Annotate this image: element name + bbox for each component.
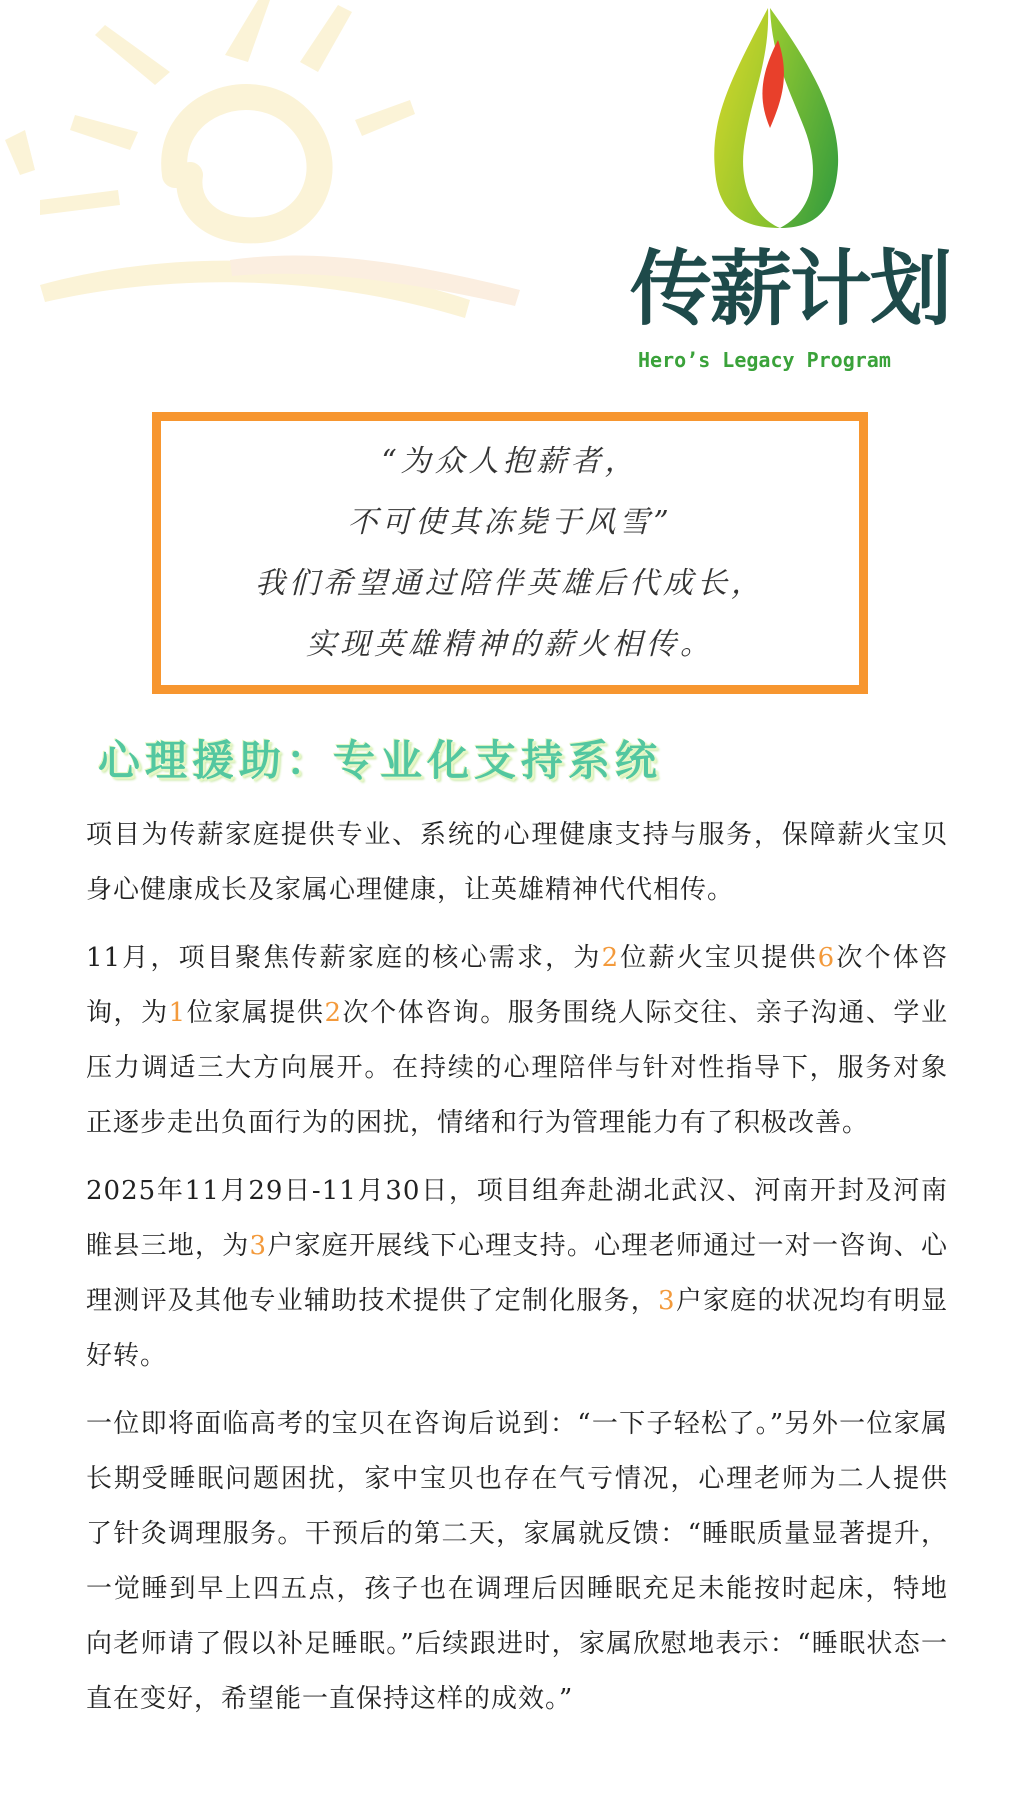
paragraph-text: 次个体咨询。服务围绕人际交往、亲子沟通、学业压力调适三大方向展开。在持续的心理陪伴与针对性指导下，服务对象正逐步走出负面行为的困扰，情绪和行为管理能力有了积极改善。 [86, 998, 948, 1138]
article-body [86, 808, 948, 1740]
quote-line: 实现英雄精神的薪火相传。 [306, 627, 714, 662]
paragraph-text: 2025年11月29日-11月30日，项目组奔赴湖北武汉、河南开封及河南睢县三地，为 [86, 1176, 948, 1261]
highlight-number: 2 [601, 943, 620, 973]
highlight-number: 3 [658, 1286, 676, 1316]
quote-line: 不可使其冻毙于风雪” [347, 505, 673, 540]
logo-title: 传薪计划 [630, 242, 951, 337]
paragraph-text: 位家属提供 [186, 998, 325, 1028]
paragraph-text: 户家庭的状况均有明显好转。 [86, 1286, 948, 1371]
paragraph: 项目为传薪家庭提供专业、系统的心理健康支持与服务，保障薪火宝贝身心健康成长及家属心理健康，让英雄精神代代相传。 [86, 820, 948, 905]
highlight-number: 1 [168, 998, 187, 1028]
quote-box [152, 412, 868, 694]
paragraph-text: 次个体咨询，为 [86, 943, 948, 1028]
highlight-number: 2 [324, 998, 342, 1028]
paragraph-text: 11月，项目聚焦传薪家庭的核心需求，为 [86, 943, 602, 973]
quote-line: “为众人抱薪者， [381, 444, 639, 479]
paragraph-text: 位薪火宝贝提供 [619, 943, 818, 973]
logo-subtitle: Hero’s Legacy Program [638, 348, 891, 372]
highlight-number: 3 [249, 1231, 267, 1261]
section-title: 心理援助：专业化支持系统 [98, 736, 663, 785]
highlight-number: 6 [817, 943, 836, 973]
paragraph: 一位即将面临高考的宝贝在咨询后说到：“一下子轻松了。”另外一位家属长期受睡眠问题困扰，家中宝贝也存在气亏情况，心理老师为二人提供了针灸调理服务。干预后的第二天，家属就反馈：“睡眠质量显著提升，一觉睡到早上四五点，孩子也在调理后因睡眠充足未能按时起床，特地向老师请了假以补足睡眠。”后续跟进时，家属欣慰地表示：“睡眠状态一直在变好，希望能一直保持这样的成效。” [86, 1409, 948, 1714]
paragraph [86, 1164, 948, 1384]
quote-line: 我们希望通过陪伴英雄后代成长， [255, 566, 765, 601]
paragraph [86, 931, 948, 1151]
sun-watermark-icon [0, 0, 540, 340]
paragraph-text: 户家庭开展线下心理支持。心理老师通过一对一咨询、心理测评及其他专业辅助技术提供了定制化服务， [86, 1231, 948, 1316]
